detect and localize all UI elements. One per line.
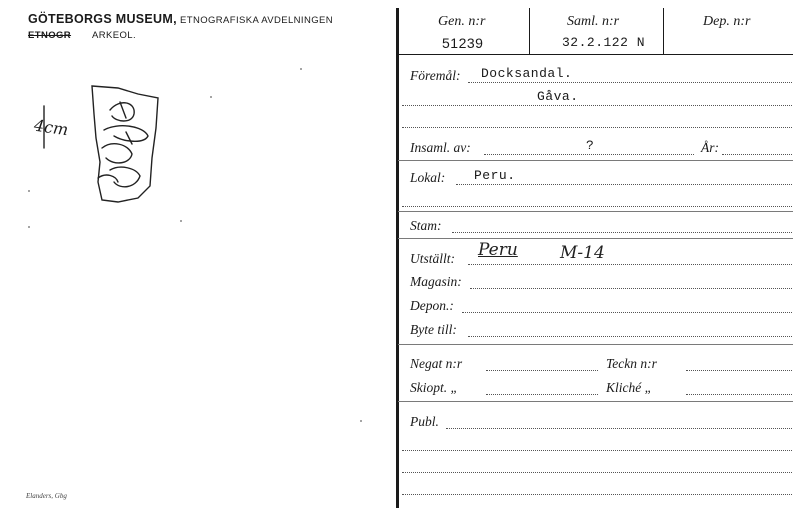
section-rule bbox=[398, 401, 793, 402]
dotted-line bbox=[722, 154, 792, 155]
sandal-drawing-icon bbox=[40, 78, 170, 208]
speck bbox=[28, 226, 30, 228]
dotted-line bbox=[456, 184, 792, 185]
box-bottom-rule bbox=[398, 54, 793, 55]
foremal-value-2: Gåva. bbox=[537, 89, 579, 104]
teckn-label: Teckn n:r bbox=[606, 356, 657, 371]
speck bbox=[180, 220, 182, 222]
dotted-line bbox=[486, 394, 598, 395]
dotted-line bbox=[686, 370, 792, 371]
arkeol-label: ARKEOL. bbox=[92, 30, 136, 41]
box-divider bbox=[529, 8, 530, 54]
gen-nr-value: 51239 bbox=[442, 35, 484, 51]
dotted-line bbox=[402, 206, 792, 207]
utstallt-value-place: Peru bbox=[478, 240, 518, 260]
dotted-line bbox=[446, 428, 792, 429]
depon-label: Depon.: bbox=[410, 298, 454, 313]
saml-nr-value: 32.2.122 N bbox=[562, 35, 646, 50]
dotted-line bbox=[452, 232, 792, 233]
dep-nr-label: Dep. n:r bbox=[703, 14, 751, 29]
dotted-line bbox=[468, 264, 792, 265]
foremal-label: Föremål: bbox=[410, 68, 461, 83]
speck bbox=[28, 190, 30, 192]
dotted-line bbox=[470, 288, 792, 289]
dotted-line bbox=[484, 154, 694, 155]
section-rule bbox=[398, 344, 793, 345]
sandal-sketch bbox=[40, 78, 170, 212]
stam-label: Stam: bbox=[410, 218, 442, 233]
dotted-line bbox=[486, 370, 598, 371]
dotted-line bbox=[402, 450, 792, 451]
dotted-line bbox=[468, 82, 792, 83]
utstallt-label: Utställt: bbox=[410, 251, 456, 266]
gen-nr-label: Gen. n:r bbox=[438, 14, 486, 29]
speck bbox=[360, 420, 362, 422]
skiopt-label: Skiopt. „ bbox=[410, 380, 459, 395]
section-rule bbox=[398, 160, 793, 161]
lokal-label: Lokal: bbox=[410, 170, 446, 185]
insaml-value: ? bbox=[586, 138, 595, 153]
lokal-value: Peru. bbox=[474, 168, 516, 183]
byte-till-label: Byte till: bbox=[410, 322, 457, 337]
utstallt-value-case: M-14 bbox=[560, 243, 605, 263]
saml-nr-label: Saml. n:r bbox=[567, 14, 620, 29]
dotted-line bbox=[402, 105, 792, 106]
museum-name: GÖTEBORGS MUSEUM, bbox=[28, 12, 177, 26]
form-left-border bbox=[396, 8, 399, 508]
publ-label: Publ. bbox=[410, 414, 439, 429]
speck bbox=[210, 96, 212, 98]
dotted-line bbox=[462, 312, 792, 313]
box-divider bbox=[663, 8, 664, 54]
negat-label: Negat n:r bbox=[410, 356, 463, 371]
dotted-line bbox=[468, 336, 792, 337]
dotted-line bbox=[402, 494, 792, 495]
foremal-value: Docksandal. bbox=[481, 66, 573, 81]
dotted-line bbox=[686, 394, 792, 395]
section-rule bbox=[398, 211, 793, 212]
kliche-label: Kliché „ bbox=[606, 380, 653, 395]
section-rule bbox=[398, 238, 793, 239]
insaml-label: Insaml. av: bbox=[410, 140, 471, 155]
department-name: ETNOGRAFISKA AVDELNINGEN bbox=[180, 15, 334, 26]
printer-mark: Elanders, Gbg bbox=[26, 492, 67, 500]
speck bbox=[300, 68, 302, 70]
struck-department: ETNOGR bbox=[28, 30, 72, 41]
measure-label: 4cm bbox=[32, 115, 70, 140]
dotted-line bbox=[402, 127, 792, 128]
dotted-line bbox=[402, 472, 792, 473]
magasin-label: Magasin: bbox=[410, 274, 462, 289]
ar-label: År: bbox=[701, 140, 719, 155]
